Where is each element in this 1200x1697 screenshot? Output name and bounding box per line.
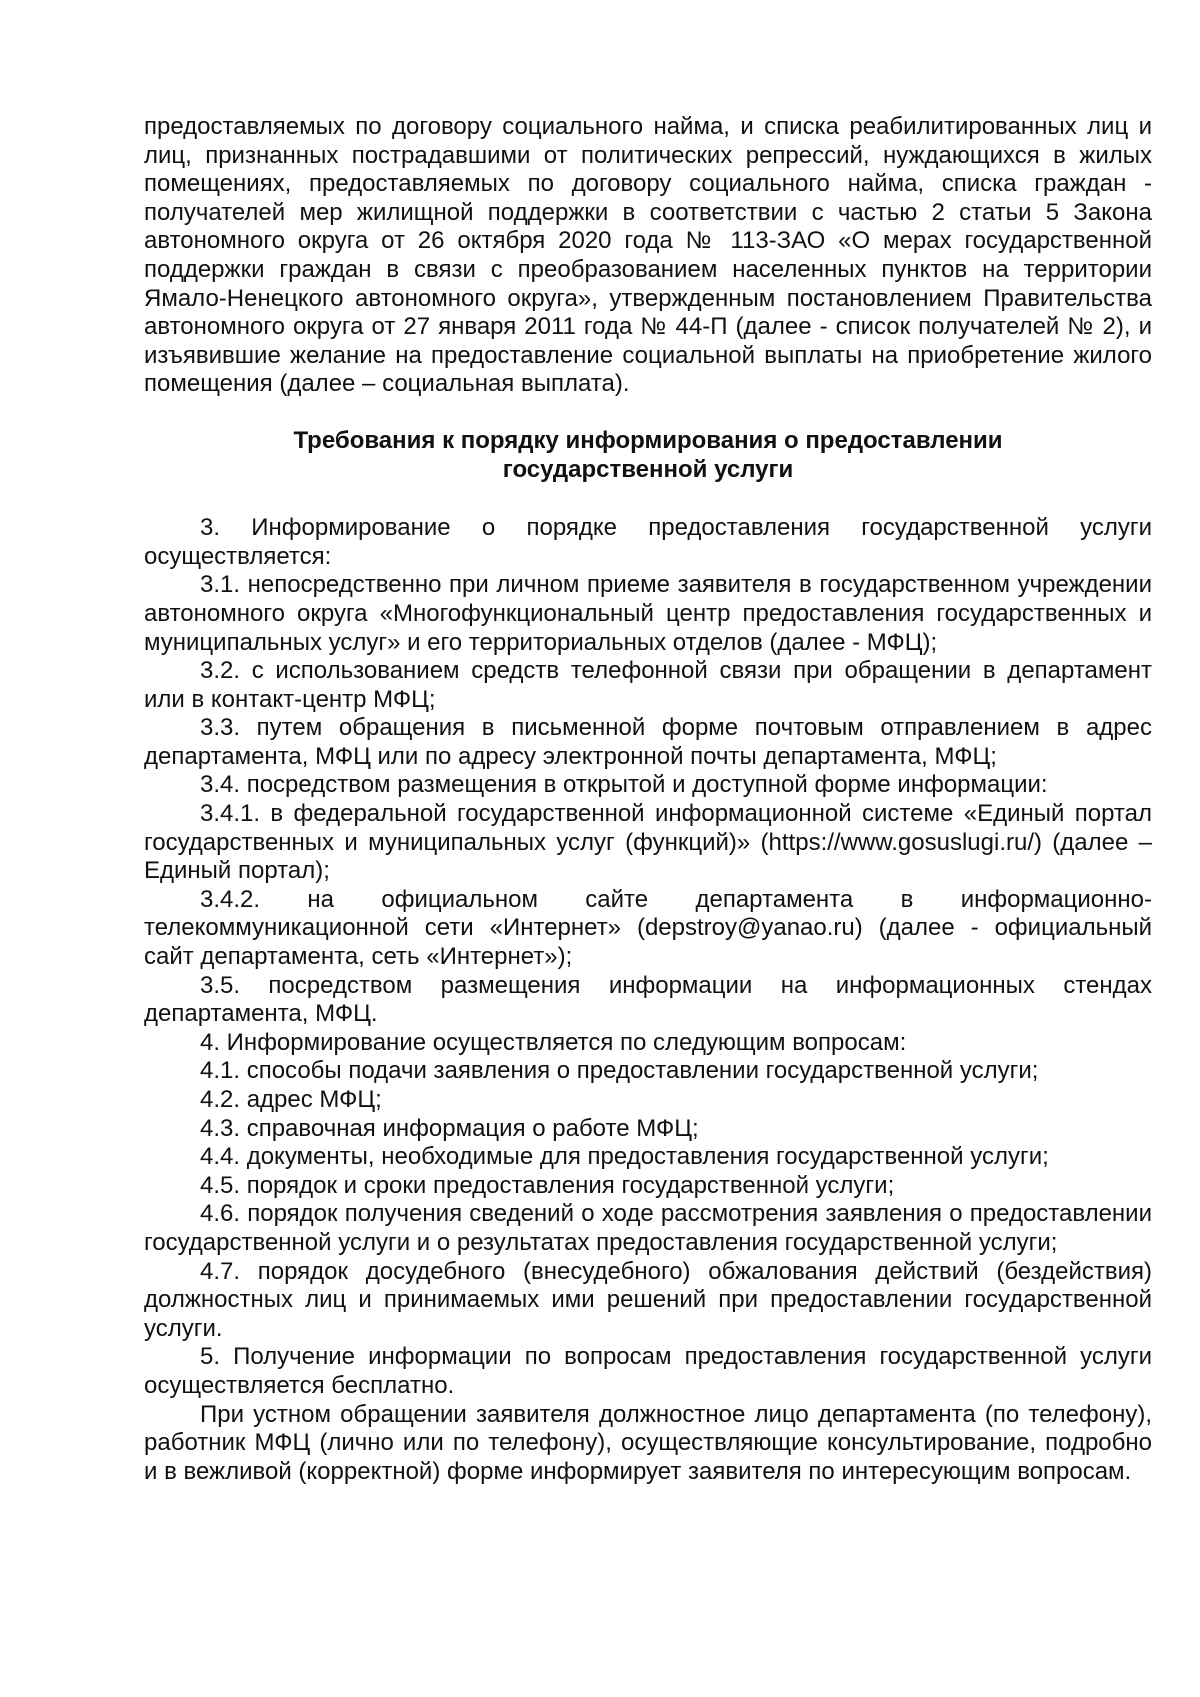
paragraph-4-3: 4.3. справочная информация о работе МФЦ; [200,1114,699,1142]
paragraph-4-2: 4.2. адрес МФЦ; [200,1086,382,1113]
paragraph-3-4-2: 3.4.2. на официальном сайте департамента в информационно-телекоммуникационной сети «Интернет» (depstroy@yanao.ru) (далее - официальный сайт департамента, сеть «Интернет»); [144,885,1152,971]
paragraph-3-2: 3.2. с использованием средств телефонной связи при обращении в департамент или в контакт-центр МФЦ; [144,657,1152,713]
section-heading-line-1: Требования к порядку информирования о предоставлении [293,426,1003,454]
paragraph-4-5: 4.5. порядок и сроки предоставления государственной услуги; [200,1171,895,1199]
paragraph-3-5: 3.5. посредством размещения информации на информационных стендах департамента, МФЦ. [144,971,1152,1028]
paragraph-4-7: 4.7. порядок досудебного (внесудебного) обжалования действий (бездействия) должностных лиц и принимаемых ими решений при предоставлении государственной услуги. [144,1257,1152,1342]
paragraph-3-3: 3.3. путем обращения в письменной форме почтовым отправлением в адрес департамента, МФЦ или по адресу электронной почты департамента, МФЦ; [144,714,1152,770]
paragraph-3-4: 3.4. посредством размещения в открытой и доступной форме информации: [200,771,1048,799]
paragraph-oral-inquiry: При устном обращении заявителя должностное лицо департамента (по телефону), работник МФЦ (лично или по телефону), осуществляющие консультирование, подробно и в вежливой (корректной) форме информирует заявителя по интересующим вопросам. [144,1400,1152,1485]
section-heading-line-2: государственной услуги [502,455,794,483]
paragraph-4-1: 4.1. способы подачи заявления о предоставлении государственной услуги; [200,1057,1039,1085]
paragraph-4-4: 4.4. документы, необходимые для предоставления государственной услуги; [200,1143,1049,1171]
paragraph-3-4-1: 3.4.1. в федеральной государственной информационной системе «Единый портал государственных и муниципальных услуг (функций)» (https://www.gosuslugi.ru/) (далее – Единый портал); [144,800,1152,885]
paragraph-4: 4. Информирование осуществляется по следующим вопросам: [200,1028,907,1056]
section-heading [144,427,1152,484]
intro-paragraph: предоставляемых по договору социального найма, и списка реабилитированных лиц и лиц, признанных пострадавшими от политических репрессий, нуждающихся в жилых помещениях, предоставляемых по договору социального найма, списка граждан - получателей мер жилищной поддержки в соответствии с частью 2 статьи 5 Закона автономного округа от 26 октября 2020 года № 113-ЗАО «О мерах государственной поддержки граждан в связи с преобразованием населенных пунктов на территории Ямало-Ненецкого автономного округа», утвержденным постановлением Правительства автономного округа от 27 января 2011 года № 44-П (далее - список получателей № 2), и изъявившие желание на предоставление социальной выплаты на приобретение жилого помещения (далее – социальная выплата). [144,113,1152,398]
paragraph-3-1: 3.1. непосредственно при личном приеме заявителя в государственном учреждении автономного округа «Многофункциональный центр предоставления государственных и муниципальных услуг» и его территориальных отделов (далее - МФЦ); [144,571,1152,656]
paragraph-5: 5. Получение информации по вопросам предоставления государственной услуги осуществляется бесплатно. [144,1343,1152,1399]
paragraph-4-6: 4.6. порядок получения сведений о ходе рассмотрения заявления о предоставлении государственной услуги и о результатах предоставления государственной услуги; [144,1200,1152,1256]
paragraph-3: 3. Информирование о порядке предоставления государственной услуги осуществляется: [144,514,1152,570]
document-page [144,113,1152,1486]
